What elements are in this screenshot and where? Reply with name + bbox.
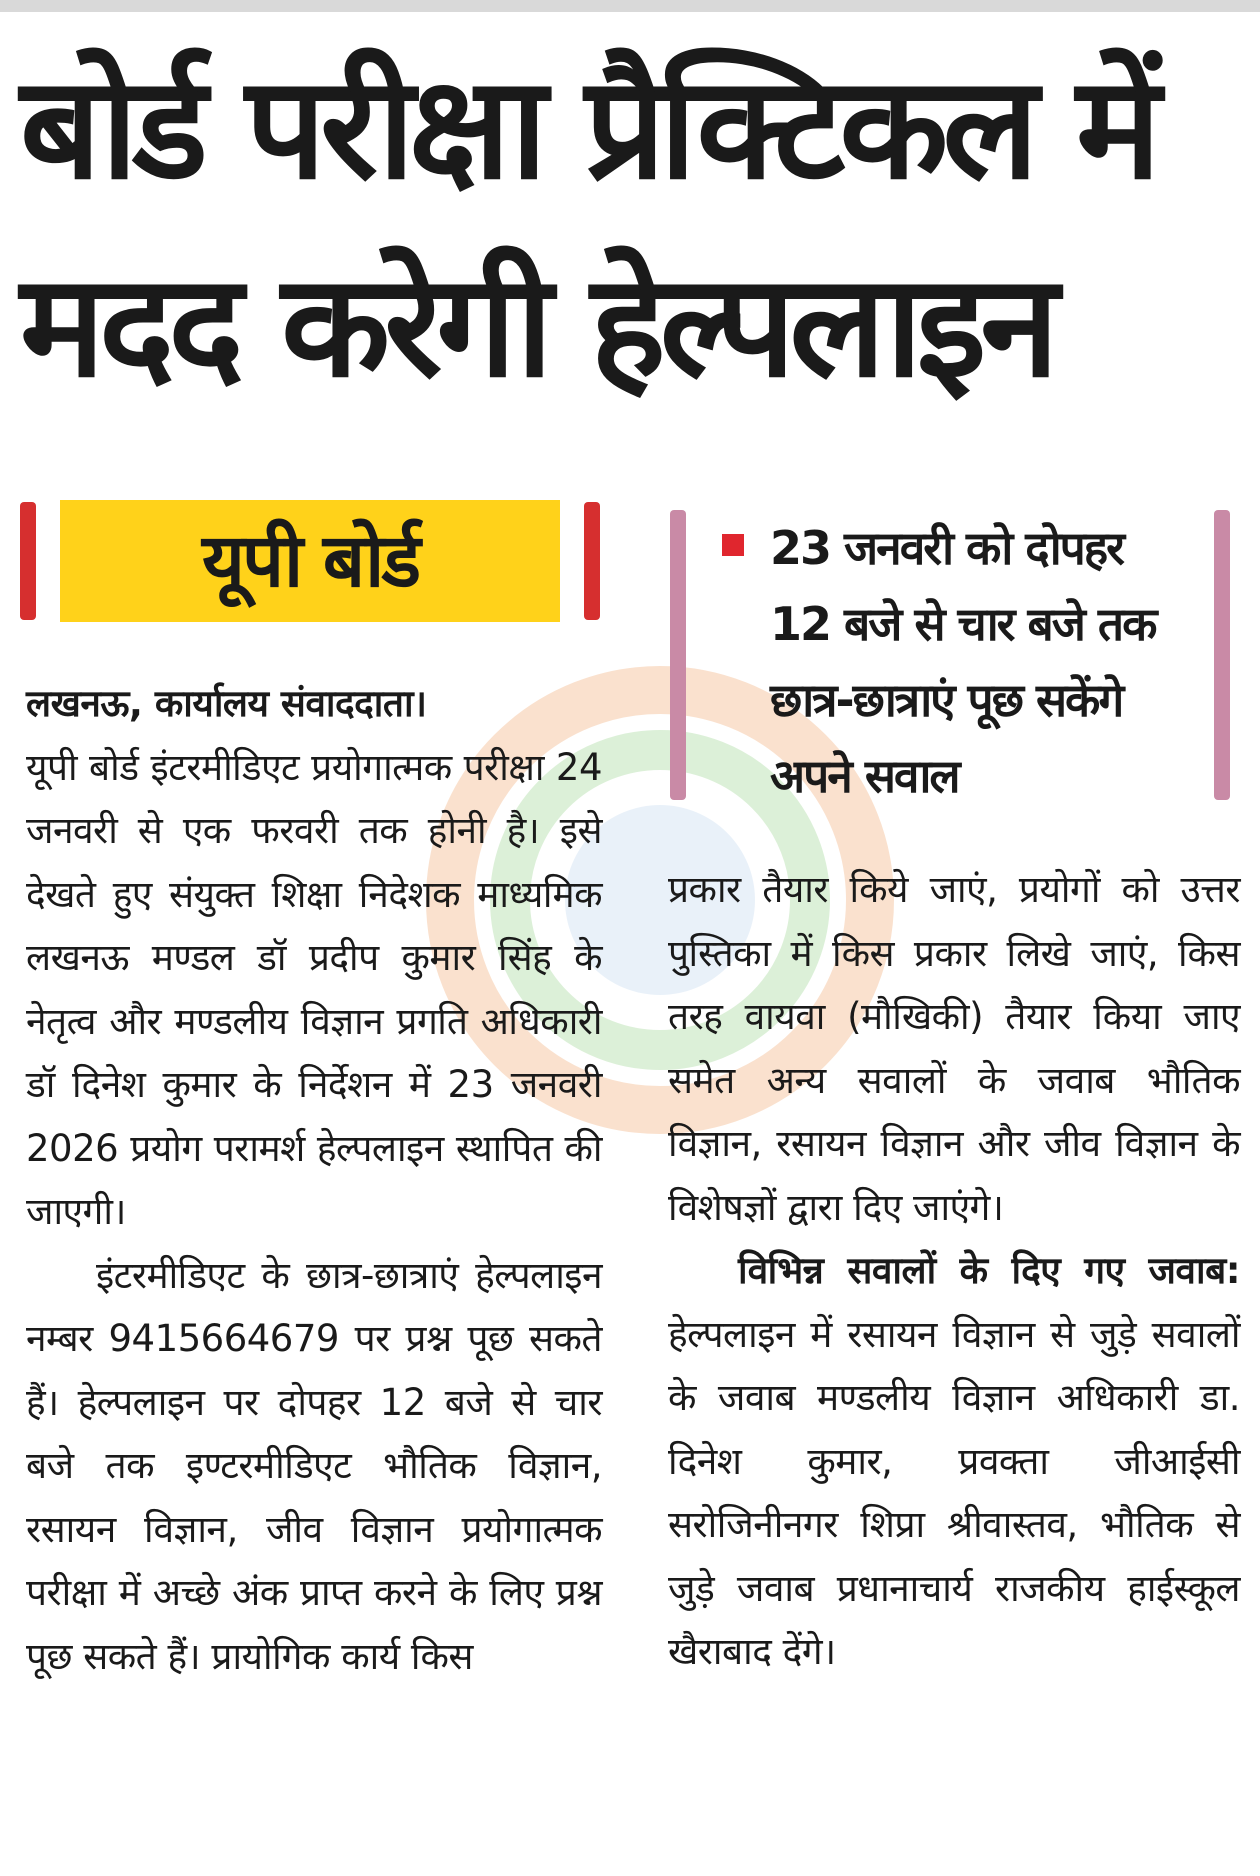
paragraph-1: यूपी बोर्ड इंटरमीडिएट प्रयोगात्मक परीक्षा 24 जनवरी से एक फरवरी तक होनी है। इसे देखते हुए संयुक्त शिक्षा निदेशक माध्यमिक लखनऊ मण्डल डॉ प्रदीप कुमार सिंह के नेतृत्व और मण्डलीय विज्ञान प्रगति अधिकारी डॉ दिनेश कुमार के निर्देशन में 23 जनवरी 2026 प्रयोग परामर्श हेल्पलाइन स्थापित की जाएगी। — [26, 745, 602, 1233]
paragraph-4: हेल्पलाइन में रसायन विज्ञान से जुड़े सवालों के जवाब मण्डलीय विज्ञान अधिकारी डा. दिनेश कुमार, प्रवक्ता जीआईसी सरोजिनीनगर शिप्रा श्रीवास्तव, भौतिक से जुड़े जवाब प्रधानाचार्य राजकीय हाईस्कूल खैराबाद देंगे। — [668, 1312, 1240, 1673]
callout-text — [770, 510, 1210, 814]
callout-bar-left — [670, 510, 686, 800]
callout-bullet — [722, 534, 744, 556]
article-column-left — [26, 672, 602, 1688]
top-strip — [0, 0, 1260, 12]
highlight-callout — [670, 510, 1230, 810]
paragraph-4-wrap — [668, 1239, 1240, 1684]
section-tag — [20, 500, 600, 622]
headline — [20, 30, 1240, 426]
tag-bar-left — [20, 502, 36, 620]
paragraph-3: प्रकार तैयार किये जाएं, प्रयोगों को उत्तर पुस्तिका में किस प्रकार लिखे जाएं, किस तरह वायवा (मौखिकी) तैयार किया जाए समेत अन्य सवालों के जवाब भौतिक विज्ञान, रसायन विज्ञान और जीव विज्ञान के विशेषज्ञों द्वारा दिए जाएंगे। — [668, 868, 1240, 1229]
callout-bar-right — [1214, 510, 1230, 800]
paragraph-2: इंटरमीडिएट के छात्र-छात्राएं हेल्पलाइन नम्बर 9415664679 पर प्रश्न पूछ सकते हैं। हेल्पलाइन पर दोपहर 12 बजे से चार बजे तक इण्टरमीडिएट भौतिक विज्ञान, रसायन विज्ञान, जीव विज्ञान प्रयोगात्मक परीक्षा में अच्छे अंक प्राप्त करने के लिए प्रश्न पूछ सकते हैं। प्रायोगिक कार्य किस — [26, 1253, 602, 1678]
section-tag-label: यूपी बोर्ड — [60, 500, 560, 622]
headline-line-1: बोर्ड परीक्षा प्रैक्टिकल में — [20, 46, 1156, 211]
subheading: विभिन्न सवालों के दिए गए जवाब: — [738, 1249, 1240, 1292]
headline-line-2: मदद करेगी हेल्पलाइन — [20, 244, 1054, 409]
callout-line-3: छात्र-छात्राएं पूछ सकेंगे — [770, 673, 1123, 727]
callout-line-4: अपने सवाल — [770, 749, 959, 803]
tag-bar-right — [584, 502, 600, 620]
callout-line-2: 12 बजे से चार बजे तक — [770, 597, 1156, 651]
article-column-right — [668, 858, 1240, 1684]
callout-line-1: 23 जनवरी को दोपहर — [770, 521, 1123, 575]
dateline: लखनऊ, कार्यालय संवाददाता। — [26, 682, 427, 725]
